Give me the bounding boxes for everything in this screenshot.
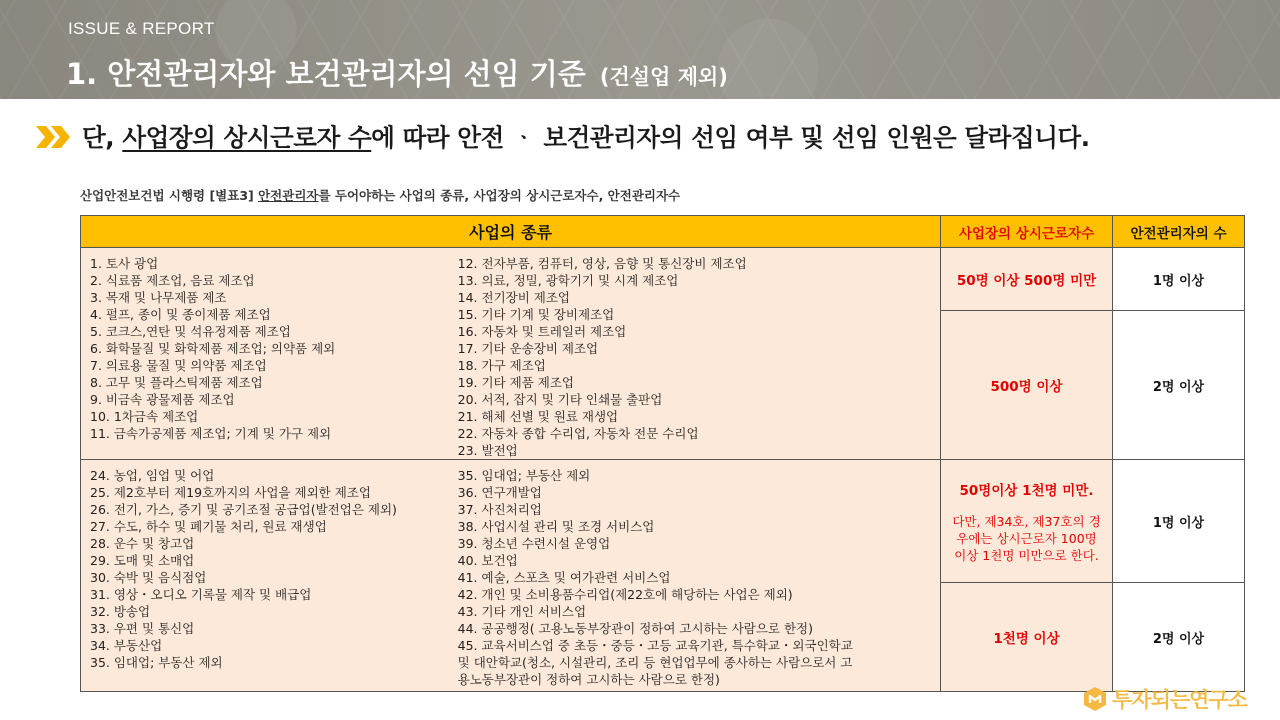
list-item: 용노동부장관이 정하여 고시하는 사람으로 한정) (457, 672, 720, 687)
page-title-main: 1. 안전관리자와 보건관리자의 선임 기준 (66, 57, 586, 91)
table-caption (80, 186, 680, 204)
group2-col1-list (90, 467, 458, 688)
group2-col2-list (458, 467, 932, 688)
caption-suffix: 를 두어야하는 사업의 종류, 사업장의 상시근로자수, 안전관리자수 (318, 188, 681, 203)
table-row (81, 460, 1245, 583)
list-item: 1. 토사 광업 (90, 256, 159, 271)
list-item: 18. 가구 제조업 (457, 358, 546, 373)
list-item: 12. 전자부품, 컴퓨터, 영상, 음향 및 통신장비 제조업 (457, 256, 747, 271)
list-item: 20. 서적, 잡지 및 기타 인쇄물 출판업 (457, 392, 663, 407)
headline-underlined: 사업장의 상시근로자 수 (122, 123, 372, 152)
brand-logo (1082, 684, 1247, 714)
list-item: 45. 교육서비스업 중 초등・중등・고등 교육기관, 특수학교・외국인학교 (457, 638, 853, 653)
list-item: 19. 기타 제품 제조업 (457, 375, 574, 390)
worker-range-note: 다만, 제34호, 제37호의 경우에는 상시근로자 100명 이상 1천명 미만으로 한다. (952, 513, 1101, 563)
list-item: 26. 전기, 가스, 증기 및 공기조절 공급업(발전업은 제외) (90, 502, 397, 517)
group1-col2-list (458, 255, 932, 459)
headline (36, 119, 1090, 154)
manager-count-cell: 1명 이상 (1113, 460, 1245, 583)
list-item: 28. 운수 및 창고업 (90, 536, 195, 551)
list-item: 34. 부동산업 (90, 638, 163, 653)
issue-report-label: ISSUE & REPORT (68, 19, 215, 38)
list-item: 13. 의료, 정밀, 광학기기 및 시계 제조업 (457, 273, 679, 288)
headline-text (82, 119, 1090, 154)
logo-text: 투자되는연구소 (1112, 688, 1248, 712)
list-item: 29. 도매 및 소매업 (90, 553, 195, 568)
manager-count-cell: 1명 이상 (1113, 248, 1245, 311)
list-item: 31. 영상・오디오 기록물 제작 및 배급업 (90, 587, 312, 602)
list-item: 9. 비금속 광물제품 제조업 (90, 392, 235, 407)
list-item: 15. 기타 기계 및 장비제조업 (457, 307, 615, 322)
page-title-note: (건설업 제외) (599, 65, 728, 89)
headline-prefix: 단, (82, 123, 123, 152)
list-item: 35. 임대업; 부동산 제외 (90, 655, 223, 670)
list-item: 8. 고무 및 플라스틱제품 제조업 (90, 375, 263, 390)
worker-range-cell (941, 460, 1113, 583)
list-item: 35. 임대업; 부동산 제외 (457, 468, 591, 483)
worker-range-cell: 1천명 이상 (941, 583, 1113, 692)
manager-count-cell: 2명 이상 (1113, 311, 1245, 460)
caption-underlined: 안전관리자 (258, 188, 319, 203)
worker-range-cell: 50명 이상 500명 미만 (941, 248, 1113, 311)
list-item: 40. 보건업 (457, 553, 518, 568)
list-item: 5. 코크스,연탄 및 석유정제품 제조업 (90, 324, 291, 339)
worker-range-cell: 500명 이상 (941, 311, 1113, 460)
list-item: 36. 연구개발업 (457, 485, 542, 500)
list-item: 2. 식료품 제조업, 음료 제조업 (90, 273, 255, 288)
caption-prefix: 산업안전보건법 시행령 [별표3] (80, 188, 259, 203)
list-item: 24. 농업, 임업 및 어업 (90, 468, 215, 483)
manager-count-cell: 2명 이상 (1113, 583, 1245, 692)
header-worker-count: 사업장의 상시근로자수 (941, 216, 1113, 248)
safety-manager-table (80, 215, 1245, 692)
list-item: 39. 청소년 수련시설 운영업 (457, 536, 611, 551)
list-item: 42. 개인 및 소비용품수리업(제22호에 해당하는 사업은 제외) (457, 587, 793, 602)
business-types-group-2 (81, 460, 941, 692)
list-item: 23. 발전업 (457, 443, 518, 458)
table-header-row (81, 216, 1245, 248)
list-item: 44. 공공행정( 고용노동부장관이 정하여 고시하는 사람으로 한정) (457, 621, 813, 636)
list-item: 11. 금속가공제품 제조업; 기계 및 가구 제외 (90, 426, 332, 441)
business-types-group-1 (81, 248, 941, 460)
logo-mark-icon (1082, 686, 1108, 712)
table-row (81, 248, 1245, 311)
headline-suffix: 에 따라 안전 ᆞ 보건관리자의 선임 여부 및 선임 인원은 달라집니다. (371, 123, 1090, 152)
list-item: 32. 방송업 (90, 604, 151, 619)
list-item: 41. 예술, 스포츠 및 여가관련 서비스업 (457, 570, 671, 585)
group1-col1-list (90, 255, 458, 459)
list-item: 38. 사업시설 관리 및 조경 서비스업 (457, 519, 655, 534)
list-item: 10. 1차금속 제조업 (90, 409, 199, 424)
list-item: 33. 우편 및 통신업 (90, 621, 195, 636)
list-item: 3. 목재 및 나무제품 제조 (90, 290, 227, 305)
list-item: 및 대안학교(청소, 시설관리, 조리 등 현업업무에 종사하는 사람으로서 고 (457, 655, 853, 670)
header-business-type: 사업의 종류 (81, 216, 941, 248)
list-item: 27. 수도, 하수 및 폐기물 처리, 원료 재생업 (90, 519, 327, 534)
list-item: 22. 자동차 종합 수리업, 자동차 전문 수리업 (457, 426, 699, 441)
list-item: 21. 해체 선별 및 원료 재생업 (457, 409, 619, 424)
header-banner (0, 0, 1280, 99)
double-chevron-right-icon (36, 126, 74, 148)
list-item: 7. 의료용 물질 및 의약품 제조업 (90, 358, 267, 373)
list-item: 4. 펄프, 종이 및 종이제품 제조업 (90, 307, 271, 322)
list-item: 25. 제2호부터 제19호까지의 사업을 제외한 제조업 (90, 485, 371, 500)
list-item: 43. 기타 개인 서비스업 (457, 604, 587, 619)
list-item: 17. 기타 운송장비 제조업 (457, 341, 599, 356)
list-item: 30. 숙박 및 음식점업 (90, 570, 207, 585)
header-manager-count: 안전관리자의 수 (1113, 216, 1245, 248)
page-title (66, 52, 728, 93)
list-item: 16. 자동차 및 트레일러 제조업 (457, 324, 627, 339)
worker-range-text: 50명이상 1천명 미만. (959, 482, 1094, 499)
list-item: 37. 사진처리업 (457, 502, 542, 517)
list-item: 14. 전기장비 제조업 (457, 290, 570, 305)
list-item: 6. 화학물질 및 화학제품 제조업; 의약품 제외 (90, 341, 336, 356)
